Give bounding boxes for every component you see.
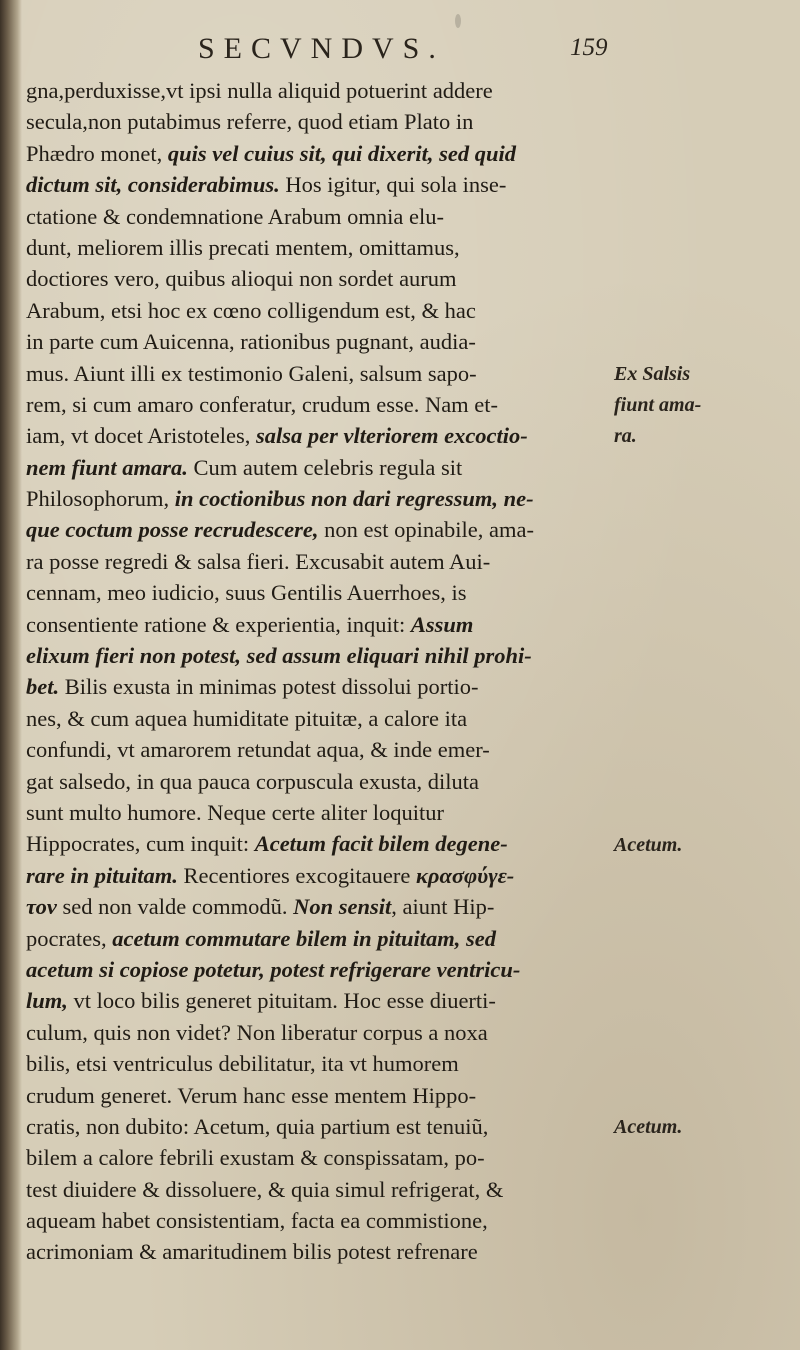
running-title: SECVNDVS.: [198, 32, 445, 65]
italic-text-segment: bet.: [26, 674, 60, 700]
text-line: [26, 452, 626, 483]
italic-text-segment: rare in pituitam.: [26, 862, 178, 888]
text-segment: pocrates,: [26, 925, 113, 951]
italic-text-segment: Acetum facit bilem degene-: [254, 831, 508, 857]
text-segment: culum, quis non videt? Non liberatur corpus a noxa: [26, 1019, 488, 1045]
text-line: [26, 703, 626, 734]
text-segment: cennam, meo iudicio, suus Gentilis Auerrhoes, is: [26, 580, 467, 606]
text-segment: aqueam habet consistentiam, facta ea commistione,: [26, 1208, 488, 1234]
italic-text-segment: elixum fieri non potest, sed assum eliquari nihil prohi-: [26, 643, 532, 669]
text-line: [26, 985, 626, 1016]
text-line: [26, 389, 626, 420]
text-segment: nes, & cum aquea humiditate pituitæ, a calore ita: [26, 705, 468, 731]
text-segment: ra posse regredi & salsa fieri. Excusabit autem Aui-: [26, 548, 491, 574]
text-line: [26, 358, 626, 389]
text-line: [26, 1080, 626, 1111]
text-line: [26, 954, 626, 985]
italic-text-segment: κρασφύγε-: [415, 862, 515, 888]
margin-note: Ex Salsis: [614, 362, 691, 385]
italic-text-segment: acetum commutare bilem in pituitam, sed: [112, 925, 496, 951]
text-line: [26, 671, 626, 702]
text-line: [26, 232, 626, 263]
italic-text-segment: salsa per vlteriorem excoctio-: [255, 423, 528, 449]
text-segment: Hos igitur, qui sola inse-: [279, 172, 507, 198]
text-line: [26, 640, 626, 671]
margin-note: Acetum.: [614, 833, 683, 856]
margin-note: Acetum.: [614, 1116, 683, 1139]
text-segment: cratis, non dubito: Acetum, quia partium est tenuiũ,: [26, 1113, 489, 1139]
text-segment: rem, si cum amaro conferatur, crudum esse. Nam et-: [26, 391, 499, 417]
italic-text-segment: τον: [26, 894, 57, 920]
text-segment: sunt multo humore. Neque certe aliter loquitur: [26, 799, 445, 825]
text-line: [26, 483, 626, 514]
text-line: [26, 1111, 626, 1142]
text-line: [26, 860, 626, 891]
text-line: [26, 263, 626, 294]
text-line: [26, 923, 626, 954]
text-segment: crudum generet. Verum hanc esse mentem Hippo-: [26, 1082, 477, 1108]
text-line: [26, 1142, 626, 1173]
text-line: [26, 577, 626, 608]
text-line: [26, 546, 626, 577]
text-line: [26, 138, 626, 169]
text-line: [26, 169, 626, 200]
italic-text-segment: Non sensit: [293, 894, 392, 920]
italic-text-segment: quis vel cuius sit, qui dixerit, sed quid: [167, 140, 517, 166]
text-line: [26, 828, 626, 859]
italic-text-segment: dictum sit, considerabimus.: [26, 172, 280, 198]
text-segment: Cum autem celebris regula sit: [187, 454, 463, 480]
text-segment: Hippocrates, cum inquit:: [26, 831, 255, 857]
body-text: [26, 75, 626, 1268]
italic-text-segment: lum,: [26, 988, 68, 1014]
text-segment: ctatione & condemnatione Arabum omnia elu-: [26, 203, 444, 229]
text-segment: Recentiores excogitauere: [177, 862, 416, 888]
text-segment: confundi, vt amarorem retundat aqua, & inde emer-: [26, 737, 490, 763]
text-line: [26, 201, 626, 232]
text-segment: secula,non putabimus referre, quod etiam Plato in: [26, 109, 474, 135]
text-line: [26, 766, 626, 797]
text-line: [26, 1236, 626, 1267]
page-header: [0, 32, 800, 72]
margin-note: fiunt ama-: [614, 394, 702, 416]
italic-text-segment: acetum si copiose potetur, potest refrigerare ventricu-: [26, 956, 521, 982]
text-segment: test diuidere & dissoluere, & quia simul refrigerat, &: [26, 1176, 504, 1202]
italic-text-segment: nem fiunt amara.: [26, 454, 188, 480]
text-segment: vt loco bilis generet pituitam. Hoc esse diuerti-: [67, 988, 496, 1014]
text-segment: , aiunt Hip-: [391, 894, 495, 920]
text-segment: doctiores vero, quibus alioqui non sordet aurum: [26, 266, 457, 292]
text-segment: bilem a calore febrili exustam & conspissatam, po-: [26, 1145, 485, 1171]
margin-note: ra.: [614, 425, 637, 448]
text-segment: in parte cum Auicenna, rationibus pugnant, audia-: [26, 329, 476, 355]
text-line: [26, 1205, 626, 1236]
text-line: [26, 797, 626, 828]
text-line: [26, 1048, 626, 1079]
page-number: 159: [570, 34, 608, 61]
text-line: [26, 734, 626, 765]
ink-smudge: [455, 14, 461, 28]
text-line: [26, 106, 626, 137]
page-gutter-shadow: [0, 0, 22, 1350]
text-segment: non est opinabile, ama-: [318, 517, 535, 543]
italic-text-segment: Assum: [410, 611, 474, 637]
text-segment: dunt, meliorem illis precati mentem, omittamus,: [26, 234, 460, 260]
italic-text-segment: in coctionibus non dari regressum, ne-: [174, 486, 534, 512]
text-line: [26, 295, 626, 326]
text-segment: consentiente ratione & experientia, inquit:: [26, 611, 411, 637]
text-segment: Phædro monet,: [26, 140, 168, 166]
text-segment: iam, vt docet Aristoteles,: [26, 423, 256, 449]
text-line: [26, 326, 626, 357]
italic-text-segment: que coctum posse recrudescere,: [26, 517, 319, 543]
text-line: [26, 1017, 626, 1048]
text-line: [26, 420, 626, 451]
text-segment: Arabum, etsi hoc ex cœno colligendum est, & hac: [26, 297, 476, 323]
text-line: [26, 609, 626, 640]
text-line: [26, 75, 626, 106]
text-segment: mus. Aiunt illi ex testimonio Galeni, salsum sapo-: [26, 360, 477, 386]
text-segment: bilis, etsi ventriculus debilitatur, ita vt humorem: [26, 1051, 459, 1077]
text-segment: Bilis exusta in minimas potest dissolui portio-: [59, 674, 479, 700]
text-segment: gat salsedo, in qua pauca corpuscula exusta, diluta: [26, 768, 479, 794]
text-segment: gna,perduxisse,vt ipsi nulla aliquid potuerint addere: [26, 78, 493, 103]
text-segment: acrimoniam & amaritudinem bilis potest refrenare: [26, 1239, 478, 1265]
text-line: [26, 891, 626, 922]
text-line: [26, 514, 626, 545]
text-segment: Philosophorum,: [26, 486, 175, 512]
text-segment: sed non valde commodũ.: [56, 894, 294, 920]
text-line: [26, 1174, 626, 1205]
